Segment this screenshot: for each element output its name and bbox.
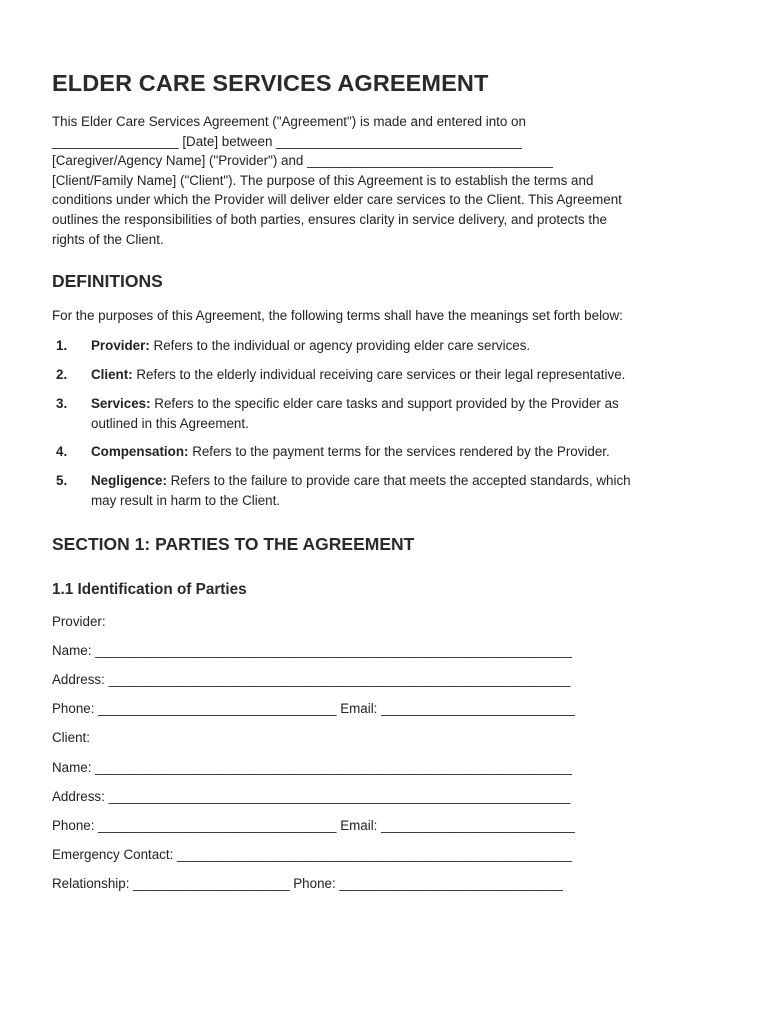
definition-term: Provider: <box>91 338 150 353</box>
definition-text: Refers to the payment terms for the services rendered by the Provider. <box>188 444 610 459</box>
intro-paragraph <box>52 112 732 249</box>
definition-item <box>52 442 722 462</box>
definition-number: 4. <box>56 444 68 459</box>
definition-text: Refers to the elderly individual receiving care services or their legal representative. <box>132 367 626 382</box>
relationship-phone-field[interactable]: Relationship: _____________________ Phone: ______________________________ <box>52 876 563 891</box>
definitions-lead: For the purposes of this Agreement, the following terms shall have the meanings set forth below: <box>52 308 623 323</box>
definition-text-continued: outlined in this Agreement. <box>91 415 249 431</box>
client-phone-email-field[interactable]: Phone: ________________________________ Email: __________________________ <box>52 818 575 833</box>
intro-line: rights of the Client. <box>52 231 164 247</box>
definition-text: Refers to the failure to provide care that meets the accepted standards, which <box>166 473 631 488</box>
definition-term: Compensation: <box>91 444 189 459</box>
provider-name-field[interactable]: Name: ________________________________________________________________ <box>52 643 572 658</box>
definition-term: Client: <box>91 367 133 382</box>
definition-number: 5. <box>56 473 68 488</box>
definition-item <box>52 336 722 356</box>
client-label: Client: <box>52 730 90 745</box>
intro-line: [Client/Family Name] ("Client"). The purpose of this Agreement is to establish the terms and <box>52 172 594 188</box>
definition-item <box>52 365 722 385</box>
provider-phone-email-field[interactable]: Phone: ________________________________ Email: __________________________ <box>52 701 575 716</box>
definition-item <box>52 394 722 433</box>
intro-line: [Caregiver/Agency Name] ("Provider") and _________________________________ <box>52 153 553 169</box>
intro-line: outlines the responsibilities of both parties, ensures clarity in service delivery, and protects the <box>52 211 607 227</box>
provider-label: Provider: <box>52 614 106 629</box>
definition-text-continued: may result in harm to the Client. <box>91 492 281 508</box>
intro-line: _________________ [Date] between _________________________________ <box>52 133 522 149</box>
provider-address-field[interactable]: Address: ______________________________________________________________ <box>52 672 571 687</box>
definitions-heading: DEFINITIONS <box>52 271 163 291</box>
section1-subheading: 1.1 Identification of Parties <box>52 581 247 598</box>
client-name-field[interactable]: Name: ________________________________________________________________ <box>52 760 572 775</box>
intro-line: conditions under which the Provider will deliver elder care services to the Client. This Agreement <box>52 192 622 208</box>
definition-number: 2. <box>56 367 68 382</box>
definition-text: Refers to the specific elder care tasks and support provided by the Provider as <box>150 396 619 411</box>
client-address-field[interactable]: Address: ______________________________________________________________ <box>52 789 571 804</box>
definition-term: Services: <box>91 396 151 411</box>
definition-number: 1. <box>56 338 68 353</box>
definition-item <box>52 471 722 510</box>
definition-term: Negligence: <box>91 473 167 488</box>
document-title: ELDER CARE SERVICES AGREEMENT <box>52 70 489 96</box>
intro-line: This Elder Care Services Agreement ("Agreement") is made and entered into on <box>52 114 526 129</box>
definition-number: 3. <box>56 396 68 411</box>
definition-text: Refers to the individual or agency providing elder care services. <box>149 338 531 353</box>
emergency-contact-field[interactable]: Emergency Contact: _____________________________________________________ <box>52 847 572 862</box>
section1-heading: SECTION 1: PARTIES TO THE AGREEMENT <box>52 534 415 554</box>
